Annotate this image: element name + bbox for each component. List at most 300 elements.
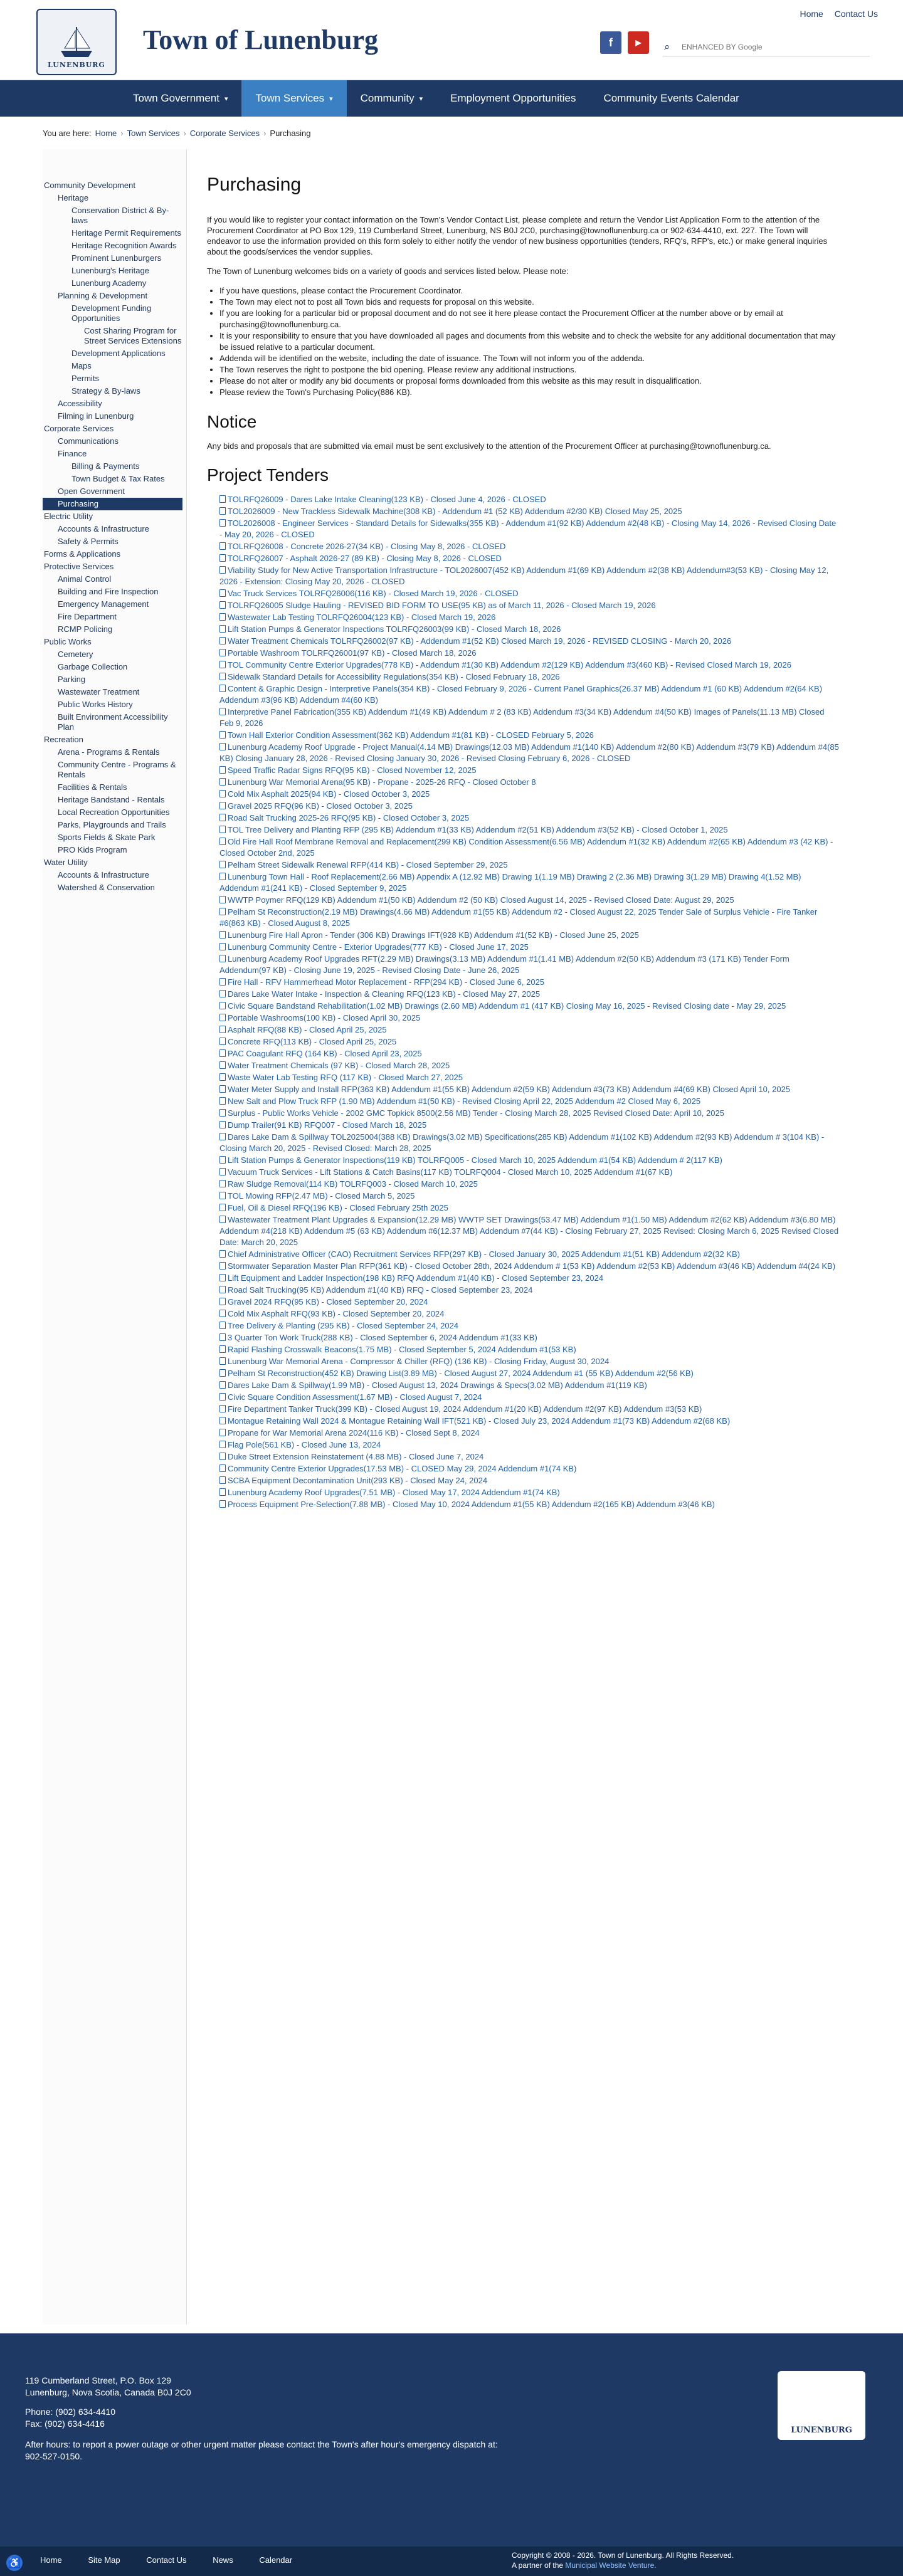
sidebar-nav [43, 149, 187, 2325]
sidebar-item[interactable]: Cost Sharing Program for Street Services Extensions [84, 326, 182, 345]
tender-item [219, 541, 839, 552]
footer-link-home[interactable]: Home [40, 2555, 62, 2565]
sidebar-item[interactable]: Animal Control [58, 574, 112, 584]
tender-link[interactable]: Lunenburg Town Hall - Roof Replacement(2.66 MB) Appendix A (12.92 MB) Drawing 1(1.19 MB) Drawing 2 (2.36 MB) Drawing 3(1.29 MB) Drawing 4(1.52 MB) Addendum #1(241 KB) - Closed September 9, 2025 [219, 872, 801, 893]
pdf-icon [219, 1500, 226, 1508]
tender-item [219, 860, 839, 871]
tender-item [219, 930, 839, 941]
sidebar-item[interactable]: Public Works [44, 637, 92, 646]
tender-link[interactable]: Sidewalk Standard Details for Accessibility Regulations(354 KB) - Closed February 18, 2026 [228, 672, 560, 681]
tender-item [219, 600, 839, 611]
sidebar-item[interactable]: Filming in Lunenburg [58, 411, 134, 421]
copyright: Copyright © 2008 - 2026. Town of Lunenburg. All Rights Reserved. A partner of the Municipal Website Venture. [512, 2551, 734, 2570]
tender-item [219, 1096, 839, 1107]
tender-item [219, 989, 839, 1000]
pdf-icon [219, 589, 226, 597]
tender-link[interactable]: TOLRFQ26009 - Dares Lake Intake Cleaning(123 KB) - Closed June 4, 2026 - CLOSED [228, 495, 546, 504]
tender-item [219, 707, 839, 729]
tender-item [219, 1179, 839, 1190]
pdf-icon [219, 1049, 226, 1057]
pdf-icon [219, 613, 226, 621]
pdf-icon [219, 637, 226, 644]
note-item: • Addenda will be identified on the website, including the date of issuance. The Town will not inform you of the addenda. [219, 353, 839, 364]
sidebar-item[interactable]: Corporate Services [44, 424, 114, 433]
footer-link-sitemap[interactable]: Site Map [88, 2555, 120, 2565]
sidebar-item[interactable]: Building and Fire Inspection [58, 587, 159, 596]
footer-link-news[interactable]: News [213, 2555, 233, 2565]
ship-icon [55, 23, 98, 61]
tender-link[interactable]: Interpretive Panel Fabrication(355 KB) Addendum #1(49 KB) Addendum # 2 (83 KB) Addendum #3(34 KB) Addendum #4(50 KB) Images of Panels(11.13 MB) Closed Feb 9, 2026 [219, 707, 825, 728]
tender-item [219, 1439, 839, 1451]
pdf-icon [219, 838, 226, 845]
tender-link[interactable]: Pelham St Reconstruction(452 KB) Drawing List(3.89 MB) - Closed August 27, 2024 Addendum #1 (55 KB) Addendum #2(56 KB) [228, 1369, 694, 1378]
pdf-icon [219, 990, 226, 997]
tender-link[interactable]: Water Meter Supply and Install RFP(363 KB) Addendum #1(55 KB) Addendum #2(59 KB) Addendum #3(73 KB) Addendum #4(69 KB) Closed April 10, 2025 [228, 1085, 791, 1094]
main-content [187, 149, 839, 2325]
pdf-icon [219, 1417, 226, 1424]
tender-item [219, 1191, 839, 1202]
footer-link-contact[interactable]: Contact Us [146, 2555, 187, 2565]
tender-item [219, 1036, 839, 1048]
pdf-icon [219, 1262, 226, 1270]
tender-link[interactable]: TOL Community Centre Exterior Upgrades(778 KB) - Addendum #1(30 KB) Addendum #2(129 KB) Addendum #3(460 KB) - Revised Closed March 19, 2026 [228, 660, 791, 670]
tender-link[interactable]: Gravel 2024 RFQ(95 KB) - Closed September 20, 2024 [228, 1297, 428, 1306]
note-item: • The Town reserves the right to postpone the bid opening. Please review any additional instructions. [219, 364, 839, 376]
pdf-icon [219, 1357, 226, 1365]
sidebar-item[interactable]: Parking [58, 675, 86, 684]
tender-link[interactable]: Lift Station Pumps & Generator Inspections(119 KB) TOLRFQ005 - Closed March 10, 2025 Addendum #1(54 KB) Addendum # 2(117 KB) [228, 1155, 722, 1165]
chevron-down-icon: ▾ [419, 95, 423, 103]
sidebar-item[interactable]: Lunenburg's Heritage [71, 266, 149, 275]
sidebar-item[interactable]: Heritage Recognition Awards [71, 241, 177, 250]
tender-link[interactable]: Fire Department Tanker Truck(399 KB) - Closed August 19, 2024 Addendum #1(20 KB) Addendum #2(97 KB) Addendum #3(53 KB) [228, 1404, 702, 1414]
tender-item [219, 812, 839, 824]
tender-link[interactable]: Duke Street Extension Reinstatement (4.88 MB) - Closed June 7, 2024 [228, 1452, 484, 1461]
tender-item [219, 518, 839, 540]
tender-link[interactable]: Fuel, Oil & Diesel RFQ(196 KB) - Closed February 25th 2025 [228, 1203, 448, 1212]
tender-item [219, 1487, 839, 1498]
pdf-icon [219, 778, 226, 786]
pdf-icon [219, 943, 226, 950]
intro-text: If you would like to register your contact information on the Town's Vendor Contact List, please complete and return the Vendor List Application Form to the attention of the Procurement Coordinator at PO Box 129, 119 Cumberland Street, Lunenburg, NS B0J 2C0, purchasing@townoflunenburg.ca or 902-634-4410, ext. 227. The Town will endeavor to use the information provided on this form solely to either notify the vendor of new business opportunities (tenders, RFQ's, RFP's, etc.) or make general inquiries about the goods/services the vendor supplies. [207, 215, 828, 256]
tender-item [219, 1132, 839, 1154]
sidebar-item[interactable]: Lunenburg Academy [71, 278, 147, 288]
tender-link[interactable]: Wastewater Lab Testing TOLRFQ26004(123 KB) - Closed March 19, 2026 [228, 612, 496, 622]
note-item: • Please do not alter or modify any bid documents or proposal forms downloaded from this website as this may result in disqualification. [219, 376, 839, 387]
tender-link[interactable]: Propane for War Memorial Arena 2024(116 KB) - Closed Sept 8, 2024 [228, 1428, 480, 1438]
sidebar-item[interactable]: Recreation [44, 735, 83, 744]
pdf-icon [219, 1156, 226, 1164]
pdf-icon [219, 1464, 226, 1472]
note-item: • If you are looking for a particular bid or proposal document and do not see it here please contact the Procurement Officer at the number above or by email at purchasing@townoflunenburg.ca. [219, 308, 839, 330]
notes-list [219, 285, 839, 398]
sidebar-item[interactable]: Community Centre - Programs & Rentals [58, 760, 176, 779]
tender-link[interactable]: Portable Washrooms(100 KB) - Closed April 30, 2025 [228, 1013, 421, 1023]
tender-link[interactable]: TOLRFQ26005 Sludge Hauling - REVISED BID FORM TO USE(95 KB) as of March 11, 2026 - Closed March 19, 2026 [228, 601, 656, 610]
nav-events-calendar[interactable]: Community Events Calendar [603, 92, 739, 104]
tender-item [219, 1308, 839, 1320]
note-item: • Please review the Town's Purchasing Policy(886 KB). [219, 387, 839, 398]
tender-link[interactable]: Civic Square Bandstand Rehabilitation(1.02 MB) Drawings (2.60 MB) Addendum #1 (417 KB) Closing May 16, 2025 - Revised Closing date - May 29, 2025 [228, 1001, 786, 1011]
tender-link[interactable]: Pelham St Reconstruction(2.19 MB) Drawings(4.66 MB) Addendum #1(55 KB) Addendum #2 - Closed August 22, 2025 Tender Sale of Surplus Vehicle - Fire Tanker #6(863 KB) - Closed August 8, 2025 [219, 907, 818, 928]
sidebar-item[interactable]: Accounts & Infrastructure [58, 870, 149, 880]
sidebar-item[interactable]: Water Utility [44, 858, 88, 867]
pdf-icon [219, 1345, 226, 1353]
sidebar-item[interactable]: Electric Utility [44, 512, 93, 521]
pdf-icon [219, 1250, 226, 1258]
sidebar-item[interactable]: Cemetery [58, 649, 93, 659]
breadcrumb-current: Purchasing [270, 128, 311, 138]
search-icon[interactable]: ⌕ [664, 40, 670, 53]
nav-town-government[interactable]: Town Government ▾ [133, 92, 228, 104]
sidebar-item[interactable]: Town Budget & Tax Rates [71, 474, 165, 483]
pdf-icon [219, 978, 226, 986]
pdf-icon [219, 566, 226, 574]
tender-item [219, 506, 839, 517]
tenders-list [219, 494, 839, 1510]
pdf-icon [219, 649, 226, 656]
pdf-icon [219, 1061, 226, 1069]
sidebar-item[interactable]: Parks, Playgrounds and Trails [58, 820, 166, 829]
tender-item [219, 1404, 839, 1415]
tender-link[interactable]: Content & Graphic Design - Interpretive Panels(354 KB) - Closed February 9, 2026 - Current Panel Graphics(26.37 MB) Addendum #1 (60 KB) Addendum #2(64 KB) Addendum #3(96 KB) Addendum #4(60 KB) [219, 684, 823, 705]
note-item: • If you have questions, please contact the Procurement Coordinator. [219, 285, 839, 297]
pdf-icon [219, 1298, 226, 1305]
site-footer [0, 2333, 903, 2547]
tender-item [219, 612, 839, 623]
pdf-icon [219, 955, 226, 962]
sidebar-item[interactable]: Planning & Development [58, 291, 148, 300]
sidebar-item[interactable]: Permits [71, 374, 100, 383]
tender-link[interactable]: Water Treatment Chemicals (97 KB) - Closed March 28, 2025 [228, 1061, 450, 1070]
tender-item [219, 553, 839, 564]
tender-link[interactable]: Surplus - Public Works Vehicle - 2002 GMC Topkick 8500(2.56 MB) Tender - Closing March 28, 2025 Revised Closed Date: April 10, 2025 [228, 1108, 724, 1118]
nav-community[interactable]: Community ▾ [360, 92, 423, 104]
youtube-icon[interactable]: ▶ [628, 31, 649, 54]
tender-link[interactable]: Lunenburg War Memorial Arena(95 KB) - Propane - 2025-26 RFQ - Closed October 8 [228, 777, 536, 787]
tender-link[interactable]: Speed Traffic Radar Signs RFQ(95 KB) - Closed November 12, 2025 [228, 765, 477, 775]
tender-link[interactable]: Vac Truck Services TOLRFQ26006(116 KB) - Closed March 19, 2026 - CLOSED [228, 589, 519, 598]
pdf-icon [219, 1393, 226, 1401]
site-title[interactable]: Town of Lunenburg [143, 24, 378, 55]
sidebar-item[interactable]: Forms & Applications [44, 549, 121, 559]
tender-link[interactable]: Road Salt Trucking 2025-26 RFQ(95 KB) - Closed October 3, 2025 [228, 813, 470, 823]
sidebar-item[interactable]: Emergency Management [58, 599, 149, 609]
sidebar-item[interactable]: Wastewater Treatment [58, 687, 140, 697]
tender-link[interactable]: Wastewater Treatment Plant Upgrades & Expansion(12.29 MB) WWTP SET Drawings(53.47 MB) Addendum #1(1.50 MB) Addendum #2(62 KB) Addendum #3(6.80 MB) Addendum #4(218 KB) Addendum #5 (63 KB) Addendum #6(12.37 MB) Addendum #7(44 KB) - Closing February 27, 2025 Revised: Closing March 6, 2025 Revised Closed Date: March 20, 2025 [219, 1215, 839, 1247]
tender-link[interactable]: WWTP Poymer RFQ(129 KB) Addendum #1(50 KB) Addendum #2 (50 KB) Closed August 14, 2025 - Revised Closed Date: August 29, 2025 [228, 895, 734, 905]
tender-item [219, 1072, 839, 1083]
pdf-icon [219, 1322, 226, 1329]
tender-item [219, 648, 839, 659]
sidebar-item[interactable]: Heritage [58, 193, 89, 202]
tenders-title: Project Tenders [207, 465, 329, 485]
tender-item [219, 789, 839, 800]
sidebar-item[interactable]: Public Works History [58, 700, 133, 709]
tender-item [219, 1416, 839, 1427]
pdf-icon [219, 1192, 226, 1199]
pdf-icon [219, 685, 226, 692]
sidebar-item[interactable]: Purchasing [43, 498, 182, 510]
main-area [0, 149, 903, 2325]
contact-link[interactable]: Contact Us [834, 9, 878, 19]
sidebar-item[interactable]: Local Recreation Opportunities [58, 807, 170, 817]
tender-item [219, 1427, 839, 1439]
tender-link[interactable]: Pelham Street Sidewalk Renewal RFP(414 KB) - Closed September 29, 2025 [228, 860, 508, 870]
sidebar-item[interactable]: Arena - Programs & Rentals [58, 747, 160, 757]
pdf-icon [219, 931, 226, 938]
tender-link[interactable]: Lunenburg Academy Roof Upgrades RFT(2.29 MB) Drawings(3.13 MB) Addendum #1(1.41 MB) Addendum #2(50 KB) Addendum #3 (171 KB) Tender Form Addendum(97 KB) - Closing June 19, 2025 - Revised Closing Date - June 26, 2025 [219, 954, 789, 975]
tender-link[interactable]: Water Treatment Chemicals TOLRFQ26002(97 KB) - Addendum #1(52 KB) Closed March 19, 2026 - REVISED CLOSING - March 20, 2026 [228, 636, 732, 646]
pdf-icon [219, 1369, 226, 1377]
tender-link[interactable]: SCBA Equipment Decontamination Unit(293 KB) - Closed May 24, 2024 [228, 1476, 488, 1485]
pdf-icon [219, 896, 226, 903]
partner-link[interactable]: Municipal Website Venture. [565, 2561, 657, 2570]
tender-item [219, 1108, 839, 1119]
pdf-icon [219, 601, 226, 609]
sidebar-item[interactable]: Development Funding Opportunities [71, 303, 152, 323]
tender-item [219, 683, 839, 706]
tender-item [219, 636, 839, 647]
tender-item [219, 1060, 839, 1071]
breadcrumb-home[interactable]: Home [95, 128, 117, 138]
site-header [0, 0, 903, 80]
bottom-bar [0, 2547, 903, 2576]
pdf-icon [219, 1014, 226, 1021]
breadcrumb-corporate-services[interactable]: Corporate Services [189, 128, 260, 138]
sidebar-item[interactable]: Garbage Collection [58, 662, 128, 671]
search-input[interactable] [677, 39, 870, 55]
tender-item [219, 1285, 839, 1296]
tender-item [219, 660, 839, 671]
tender-link[interactable]: Raw Sludge Removal(114 KB) TOLRFQ003 - Closed March 10, 2025 [228, 1179, 478, 1189]
page-title: Purchasing [207, 174, 302, 195]
tender-link[interactable]: Lift Equipment and Ladder Inspection(198 KB) RFQ Addendum #1(40 KB) - Closed September 23, 2024 [228, 1273, 604, 1283]
pdf-icon [219, 1204, 226, 1211]
site-search [663, 38, 870, 56]
welcome-text: The Town of Lunenburg welcomes bids on a variety of goods and services listed below. Please note: [207, 266, 569, 276]
pdf-icon [219, 826, 226, 833]
tender-link[interactable]: Dump Trailer(91 KB) RFQ007 - Closed March 18, 2025 [228, 1120, 427, 1130]
pdf-icon [219, 1026, 226, 1033]
tender-link[interactable]: Town Hall Exterior Condition Assessment(362 KB) Addendum #1(81 KB) - CLOSED February 5, 2026 [228, 730, 594, 740]
tender-link[interactable]: Rapid Flashing Crosswalk Beacons(1.75 MB) - Closed September 5, 2024 Addendum #1(53 KB) [228, 1345, 576, 1354]
tender-link[interactable]: Dares Lake Water Intake - Inspection & Cleaning RFQ(123 KB) - Closed May 27, 2025 [228, 989, 541, 999]
tender-link[interactable]: Fire Hall - RFV Hammerhead Motor Replacement - RFP(294 KB) - Closed June 6, 2025 [228, 977, 545, 987]
tender-link[interactable]: Civic Square Condition Assessment(1.67 MB) - Closed August 7, 2024 [228, 1392, 482, 1402]
tender-link[interactable]: Lunenburg Fire Hall Apron - Tender (306 KB) Drawings IFT(928 KB) Addendum #1(52 KB) - Closed June 25, 2025 [228, 930, 639, 940]
pdf-icon [219, 1286, 226, 1293]
tender-link[interactable]: TOL Tree Delivery and Planting RFP (295 KB) Addendum #1(33 KB) Addendum #2(51 KB) Addendum #3(52 KB) - Closed October 1, 2025 [228, 825, 728, 834]
sidebar-item[interactable]: Communications [58, 436, 119, 446]
tender-item [219, 1356, 839, 1367]
tender-link[interactable]: TOL2026008 - Engineer Services - Standard Details for Sidewalks(355 KB) - Addendum #1(92 KB) Addendum #2(48 KB) - Closing May 14, 2026 - Revised Closing Date - May 20, 2026 - CLOSED [219, 518, 837, 539]
tender-link[interactable]: Cold Mix Asphalt 2025(94 KB) - Closed October 3, 2025 [228, 789, 430, 799]
tender-item [219, 1084, 839, 1095]
tender-link[interactable]: Portable Washroom TOLRFQ26001(97 KB) - Closed March 18, 2026 [228, 648, 477, 658]
pdf-icon [219, 790, 226, 797]
pdf-icon [219, 519, 226, 527]
tender-link[interactable]: Lunenburg War Memorial Arena - Compressor & Chiller (RFQ) (136 KB) - Closing Friday, August 30, 2024 [228, 1357, 610, 1366]
tender-link[interactable]: Process Equipment Pre-Selection(7.88 MB) - Closed May 10, 2024 Addendum #1(55 KB) Addendum #2(165 KB) Addendum #3(46 KB) [228, 1500, 715, 1509]
footer-link-calendar[interactable]: Calendar [259, 2555, 293, 2565]
tender-link[interactable]: Tree Delivery & Planting (295 KB) - Closed September 24, 2024 [228, 1321, 459, 1330]
tender-link[interactable]: Road Salt Trucking(95 KB) Addendum #1(40 KB) RFQ - Closed September 23, 2024 [228, 1285, 533, 1295]
sidebar-item[interactable]: Billing & Payments [71, 461, 140, 471]
tender-link[interactable]: Old Fire Hall Roof Membrane Removal and Replacement(299 KB) Condition Assessment(6.56 MB) Addendum #1(32 KB) Addendum #2(65 KB) Addendum #3 (42 KB) - Closed October 2nd, 2025 [219, 837, 833, 858]
pdf-icon [219, 673, 226, 680]
sidebar-item[interactable]: Development Applications [71, 349, 166, 358]
note-item: • The Town may elect not to post all Town bids and requests for proposal on this website. [219, 297, 839, 308]
sidebar-item[interactable]: Open Government [58, 486, 125, 496]
logo-text: LUNENBURG [48, 61, 105, 69]
tender-link[interactable]: Lunenburg Community Centre - Exterior Upgrades(777 KB) - Closed June 17, 2025 [228, 942, 529, 952]
tender-item [219, 1024, 839, 1036]
chevron-down-icon: ▾ [329, 95, 333, 103]
tender-item [219, 1463, 839, 1475]
sidebar-item[interactable]: Conservation District & By-laws [71, 206, 169, 225]
tender-item [219, 1202, 839, 1214]
tender-link[interactable]: Dares Lake Dam & Spillway(1.99 MB) - Closed August 13, 2024 Drawings & Specs(3.02 MB) Addendum #1(119 KB) [228, 1380, 647, 1390]
tender-item [219, 565, 839, 587]
pdf-icon [219, 1002, 226, 1009]
tender-item [219, 588, 839, 599]
sidebar-item[interactable]: Finance [58, 449, 87, 458]
tender-item [219, 1048, 839, 1059]
tender-link[interactable]: Concrete RFQ(113 KB) - Closed April 25, 2025 [228, 1037, 397, 1046]
tender-item [219, 1120, 839, 1131]
tender-link[interactable]: Cold Mix Asphalt RFQ(93 KB) - Closed September 20, 2024 [228, 1309, 445, 1318]
tender-item [219, 1380, 839, 1391]
tender-item [219, 1451, 839, 1463]
tender-item [219, 671, 839, 683]
tender-link[interactable]: Waste Water Lab Testing RFQ (117 KB) - Closed March 27, 2025 [228, 1073, 463, 1082]
sidebar-item[interactable]: Heritage Bandstand - Rentals [58, 795, 165, 804]
sidebar-item[interactable]: Accessibility [58, 399, 102, 408]
tender-item [219, 742, 839, 764]
tender-item [219, 895, 839, 906]
breadcrumb-town-services[interactable]: Town Services [127, 128, 180, 138]
pdf-icon [219, 708, 226, 715]
tender-item [219, 1214, 839, 1248]
chevron-down-icon: ▾ [224, 95, 228, 103]
pdf-icon [219, 1274, 226, 1281]
pdf-icon [219, 1333, 226, 1341]
pdf-icon [219, 743, 226, 750]
tender-item [219, 977, 839, 988]
tender-link[interactable]: Dares Lake Dam & Spillway TOL2025004(388 KB) Drawings(3.02 MB) Specifications(285 KB) Addendum #1(102 KB) Addendum #2(93 KB) Addendum # 3(104 KB) - Closing March 20, 2025 - Revised Closed: March 28, 2025 [219, 1132, 825, 1153]
tender-link[interactable]: TOLRFQ26007 - Asphalt 2026-27 (89 KB) - Closing May 8, 2026 - CLOSED [228, 554, 502, 563]
tender-item [219, 1392, 839, 1403]
sidebar-item[interactable]: Prominent Lunenburgers [71, 253, 162, 263]
tender-item [219, 1273, 839, 1284]
nav-employment[interactable]: Employment Opportunities [450, 92, 576, 104]
tender-link[interactable]: Lift Station Pumps & Generator Inspections TOLRFQ26003(99 KB) - Closed March 18, 2026 [228, 624, 561, 634]
pdf-icon [219, 908, 226, 915]
tender-item [219, 1167, 839, 1178]
tender-item [219, 730, 839, 741]
sidebar-item[interactable]: Accounts & Infrastructure [58, 524, 149, 534]
accessibility-icon[interactable]: ♿ [6, 2555, 23, 2571]
footer-logo: LUNENBURG [778, 2371, 865, 2440]
tender-link[interactable]: Vacuum Truck Services - Lift Stations & Catch Basins(117 KB) TOLRFQ004 - Closed March 10, 2025 Addendum #1(67 KB) [228, 1167, 673, 1177]
tender-item [219, 1320, 839, 1332]
sidebar-item[interactable]: RCMP Policing [58, 624, 113, 634]
sidebar-item[interactable]: Fire Department [58, 612, 117, 621]
notice-text: Any bids and proposals that are submitted via email must be sent exclusively to the attention of the Procurement Officer at purchasing@townoflunenburg.ca. [207, 441, 771, 451]
pdf-icon [219, 861, 226, 868]
town-logo[interactable] [36, 9, 117, 75]
pdf-icon [219, 814, 226, 821]
tender-item [219, 907, 839, 929]
tender-link[interactable]: Asphalt RFQ(88 KB) - Closed April 25, 2025 [228, 1025, 387, 1034]
tender-link[interactable]: Viability Study for New Active Transportation Infrastructure - TOL2026007(452 KB) Addendum #1(69 KB) Addendum #2(38 KB) Addendum#3(53 KB) - Closing May 12, 2026 - Extension: Closing May 20, 2026 - CLOSED [219, 565, 829, 586]
pdf-icon [219, 1441, 226, 1448]
tender-item [219, 1344, 839, 1355]
facebook-icon[interactable]: f [600, 31, 621, 54]
tender-item [219, 1001, 839, 1012]
sidebar-item[interactable]: Built Environment Accessibility Plan [58, 712, 168, 732]
tender-link[interactable]: 3 Quarter Ton Work Truck(288 KB) - Closed September 6, 2024 Addendum #1(33 KB) [228, 1333, 537, 1342]
tender-link[interactable]: TOL Mowing RFP(2.47 MB) - Closed March 5, 2025 [228, 1191, 415, 1201]
sidebar-item[interactable]: Watershed & Conservation [58, 883, 155, 892]
pdf-icon [219, 1073, 226, 1081]
breadcrumb: You are here: Home › Town Services › Corporate Services › Purchasing [43, 128, 311, 138]
tender-link[interactable]: Flag Pole(561 KB) - Closed June 13, 2024 [228, 1440, 381, 1449]
sidebar-item[interactable]: Sports Fields & Skate Park [58, 833, 156, 842]
sidebar-item[interactable]: Heritage Permit Requirements [71, 228, 181, 238]
tender-item [219, 777, 839, 788]
main-nav [0, 80, 903, 117]
sidebar-item[interactable]: Community Development [44, 181, 135, 190]
pdf-icon [219, 554, 226, 562]
tender-item [219, 1261, 839, 1272]
sidebar-item[interactable]: Strategy & By-laws [71, 386, 140, 396]
tender-item [219, 1249, 839, 1260]
tender-link[interactable]: New Salt and Plow Truck RFP (1.90 MB) Addendum #1(50 KB) - Revised Closing April 22, 2025 Addendum #2 Closed May 6, 2025 [228, 1096, 701, 1106]
home-link[interactable]: Home [800, 9, 823, 19]
tender-item [219, 1475, 839, 1486]
tender-link[interactable]: PAC Coagulant RFQ (164 KB) - Closed April 23, 2025 [228, 1049, 422, 1058]
pdf-icon [219, 1109, 226, 1117]
sidebar-item[interactable]: Maps [71, 361, 92, 371]
after-hours-text: After hours: to report a power outage or other urgent matter please contact the Town's after hour's emergency dispatch at: 902-527-0150. [25, 2439, 498, 2461]
tender-link[interactable]: Stormwater Separation Master Plan RFP(361 KB) - Closed October 28th, 2024 Addendum # 1(53 KB) Addendum #2(53 KB) Addendum #3(46 KB) Addendum #4(24 KB) [228, 1261, 836, 1271]
pdf-icon [219, 507, 226, 515]
footer-address: 119 Cumberland Street, P.O. Box 129 Lunenburg, Nova Scotia, Canada B0J 2C0 Phone: (902) 634-4410 Fax: (902) 634-4416 [25, 2375, 191, 2429]
tender-link[interactable]: Gravel 2025 RFQ(96 KB) - Closed October 3, 2025 [228, 801, 413, 811]
pdf-icon [219, 1405, 226, 1412]
pdf-icon [219, 1216, 226, 1223]
footer-links [40, 2555, 316, 2565]
sidebar-item[interactable]: Facilities & Rentals [58, 782, 127, 792]
sidebar-item[interactable]: Protective Services [44, 562, 114, 571]
pdf-icon [219, 625, 226, 633]
tender-link[interactable]: Lunenburg Academy Roof Upgrades(7.51 MB) - Closed May 17, 2024 Addendum #1(74 KB) [228, 1488, 560, 1497]
nav-town-services[interactable]: Town Services ▾ [241, 80, 346, 117]
tender-item [219, 624, 839, 635]
tender-link[interactable]: TOL2026009 - New Trackless Sidewalk Machine(308 KB) - Addendum #1 (52 KB) Addendum #2/30 KB) Closed May 25, 2025 [228, 507, 682, 516]
sidebar-item[interactable]: PRO Kids Program [58, 845, 127, 854]
tender-link[interactable]: Community Centre Exterior Upgrades(17.53 MB) - CLOSED May 29, 2024 Addendum #1(74 KB) [228, 1464, 577, 1473]
tender-link[interactable]: Chief Administrative Officer (CAO) Recruitment Services RFP(297 KB) - Closed January 30, 2025 Addendum #1(51 KB) Addendum #2(32 KB) [228, 1249, 740, 1259]
sidebar-item[interactable]: Safety & Permits [58, 537, 119, 546]
pdf-icon [219, 1429, 226, 1436]
tender-link[interactable]: Lunenburg Academy Roof Upgrade - Project Manual(4.14 MB) Drawings(12.03 MB) Addendum #1(140 KB) Addendum #2(80 KB) Addendum #3(79 KB) Addendum #4(85 KB) Closing January 28, 2026 - Revised Closing January 30, 2026 - Revised Closing February 6, 2026 - CLOSED [219, 742, 839, 763]
pdf-icon [219, 1453, 226, 1460]
tender-link[interactable]: TOLRFQ26008 - Concrete 2026-27(34 KB) - Closing May 8, 2026 - CLOSED [228, 542, 506, 551]
tender-link[interactable]: Montague Retaining Wall 2024 & Montague Retaining Wall IFT(521 KB) - Closed July 23, 2024 Addendum #1(73 KB) Addendum #2(68 KB) [228, 1416, 731, 1426]
